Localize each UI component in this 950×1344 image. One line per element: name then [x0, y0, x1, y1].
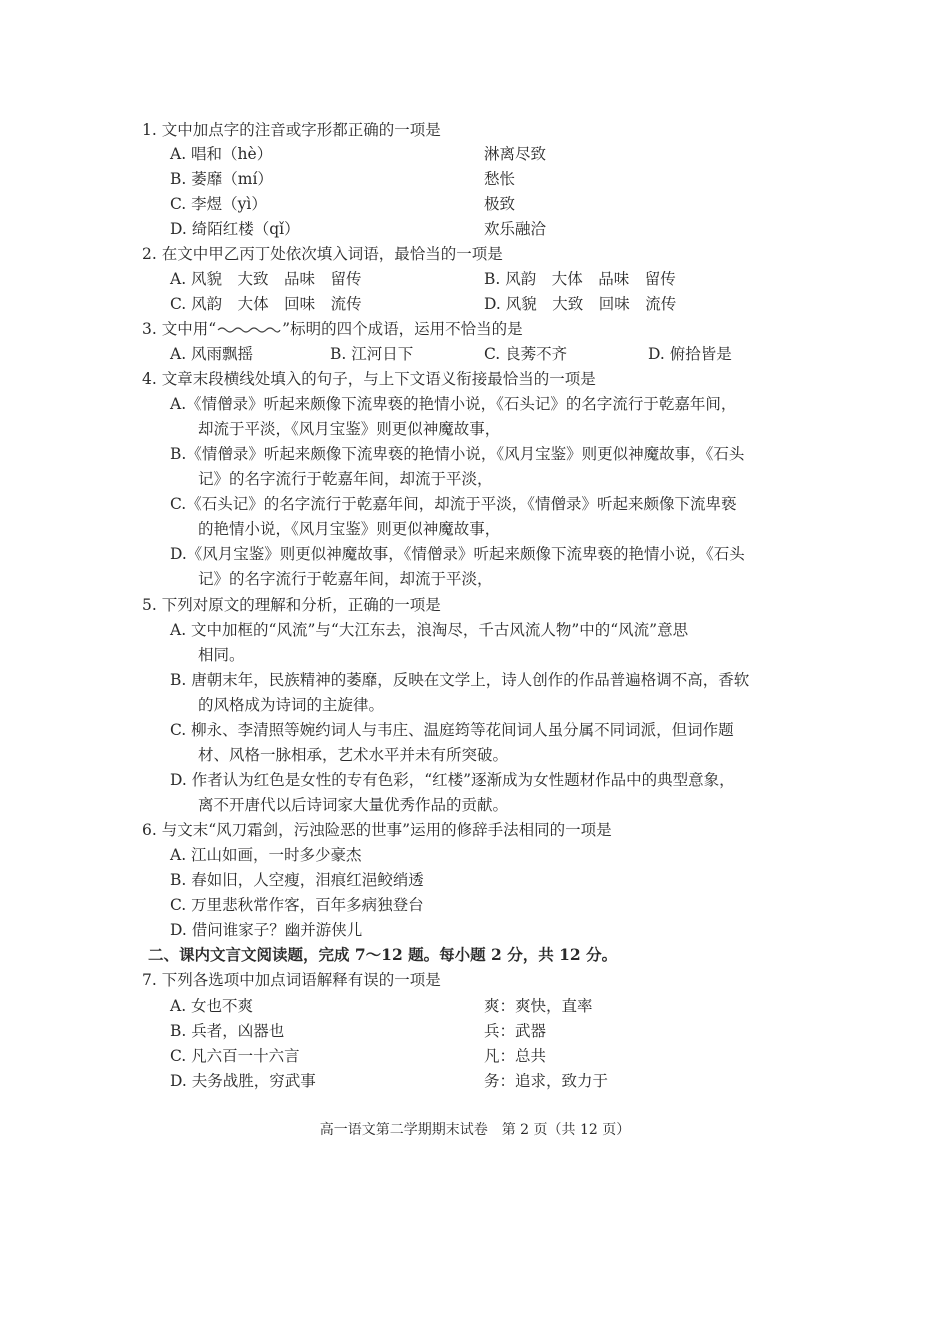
q7-option-b: B. 兵者，凶器也: [170, 1022, 285, 1040]
page-footer: 高一语文第二学期期末试卷 第 2 页（共 12 页）: [319, 1122, 631, 1138]
q7-option-c: C. 凡六百一十六言: [170, 1047, 300, 1065]
q1-option-b: B. 萎靡（mí）: [170, 170, 273, 188]
q3-option-a: A. 风雨飘摇: [170, 345, 254, 363]
q4-option-b-line1: B.《情僧录》听起来颇像下流卑亵的艳情小说，《风月宝鉴》则更似神魔故事，《石头: [170, 445, 745, 463]
q1-option-d-word: 欢乐融洽: [484, 220, 547, 238]
q2-option-b: B. 风韵 大体 品味 留传: [484, 270, 676, 288]
q4-option-d-line1: D.《风月宝鉴》则更似神魔故事，《情僧录》听起来颇像下流卑亵的艳情小说，《石头: [170, 545, 745, 563]
q3-stem-start: 3. 文中用“: [142, 320, 217, 338]
q2-option-c: C. 风韵 大体 回味 流传: [170, 295, 362, 313]
q7-option-d: D. 夫务战胜，穷武事: [170, 1072, 316, 1090]
question-3-stem: [142, 319, 523, 339]
question-2-stem: 2. 在文中甲乙丙丁处依次填入词语，最恰当的一项是: [142, 245, 503, 263]
q6-option-a: A. 江山如画，一时多少豪杰: [170, 846, 362, 864]
q7-option-b-gloss: 兵：武器: [484, 1022, 547, 1040]
q7-option-a-gloss: 爽：爽快，直率: [484, 997, 593, 1015]
q1-option-d: D. 绮陌红楼（qǐ）: [170, 220, 300, 238]
q4-option-c-line1: C.《石头记》的名字流行于乾嘉年间，却流于平淡，《情僧录》听起来颇像下流卑亵: [170, 495, 737, 513]
question-1-stem: 1. 文中加点字的注音或字形都正确的一项是: [142, 121, 441, 139]
wavy-underline-mark: [216, 325, 282, 335]
q5-option-a-line2: 相同。: [198, 646, 245, 664]
q1-option-c-word: 极致: [484, 195, 516, 213]
q6-option-d: D. 借问谁家子？幽并游侠儿: [170, 921, 363, 939]
question-7-stem: 7. 下列各选项中加点词语解释有误的一项是: [142, 971, 441, 989]
q1-option-b-word: 愁怅: [484, 170, 516, 188]
q4-option-c-line2: 的艳情小说，《风月宝鉴》则更似神魔故事，: [198, 520, 501, 538]
q3-option-c: C. 良莠不齐: [484, 345, 568, 363]
q6-option-c: C. 万里悲秋常作客，百年多病独登台: [170, 896, 424, 914]
q7-option-d-gloss: 务：追求，致力于: [484, 1072, 609, 1090]
q4-option-d-line2: 记》的名字流行于乾嘉年间，却流于平淡，: [198, 570, 493, 588]
q3-stem-end: ”标明的四个成语，运用不恰当的是: [282, 320, 523, 338]
q7-option-a: A. 女也不爽: [170, 997, 254, 1015]
q2-option-a: A. 风貌 大致 品味 留传: [170, 270, 362, 288]
q5-option-b-line2: 的风格成为诗词的主旋律。: [198, 696, 385, 714]
q5-option-b-line1: B. 唐朝末年，民族精神的萎靡，反映在文学上，诗人创作的作品普遍格调不高，香软: [170, 671, 750, 689]
section-2-heading: 二、课内文言文阅读题，完成 7～12 题。每小题 2 分，共 12 分。: [148, 945, 618, 964]
q5-option-a-line1: A. 文中加框的“风流”与“大江东去，浪淘尽，千古风流人物”中的“风流”意思: [170, 621, 689, 639]
q4-option-b-line2: 记》的名字流行于乾嘉年间，却流于平淡，: [198, 470, 493, 488]
q5-option-d-line2: 离不开唐代以后诗词家大量优秀作品的贡献。: [198, 796, 509, 814]
question-4-stem: 4. 文章末段横线处填入的句子，与上下文语义衔接最恰当的一项是: [142, 370, 596, 388]
question-5-stem: 5. 下列对原文的理解和分析，正确的一项是: [142, 596, 441, 614]
q5-option-c-line2: 材、风格一脉相承，艺术水平并未有所突破。: [198, 746, 509, 764]
q4-option-a-line2: 却流于平淡，《风月宝鉴》则更似神魔故事，: [198, 420, 501, 438]
q4-option-a-line1: A.《情僧录》听起来颇像下流卑亵的艳情小说，《石头记》的名字流行于乾嘉年间，: [170, 395, 737, 413]
q2-option-d: D. 风貌 大致 回味 流传: [484, 295, 677, 313]
q5-option-c-line1: C. 柳永、李清照等婉约词人与韦庄、温庭筠等花间词人虽分属不同词派，但词作题: [170, 721, 734, 739]
q5-option-d-line1: D. 作者认为红色是女性的专有色彩，“红楼”逐渐成为女性题材作品中的典型意象，: [170, 771, 735, 789]
q3-option-b: B. 江河日下: [330, 345, 414, 363]
q6-option-b: B. 春如旧，人空瘦，泪痕红浥鲛绡透: [170, 871, 424, 889]
q7-option-c-gloss: 凡：总共: [484, 1047, 547, 1065]
question-6-stem: 6. 与文末“风刀霜剑，污浊险恶的世事”运用的修辞手法相同的一项是: [142, 821, 612, 839]
q3-option-d: D. 俯拾皆是: [648, 345, 732, 363]
q1-option-a: A. 唱和（hè）: [170, 145, 273, 163]
q1-option-c: C. 李煜（yì）: [170, 195, 267, 213]
q1-option-a-word: 淋离尽致: [484, 145, 547, 163]
